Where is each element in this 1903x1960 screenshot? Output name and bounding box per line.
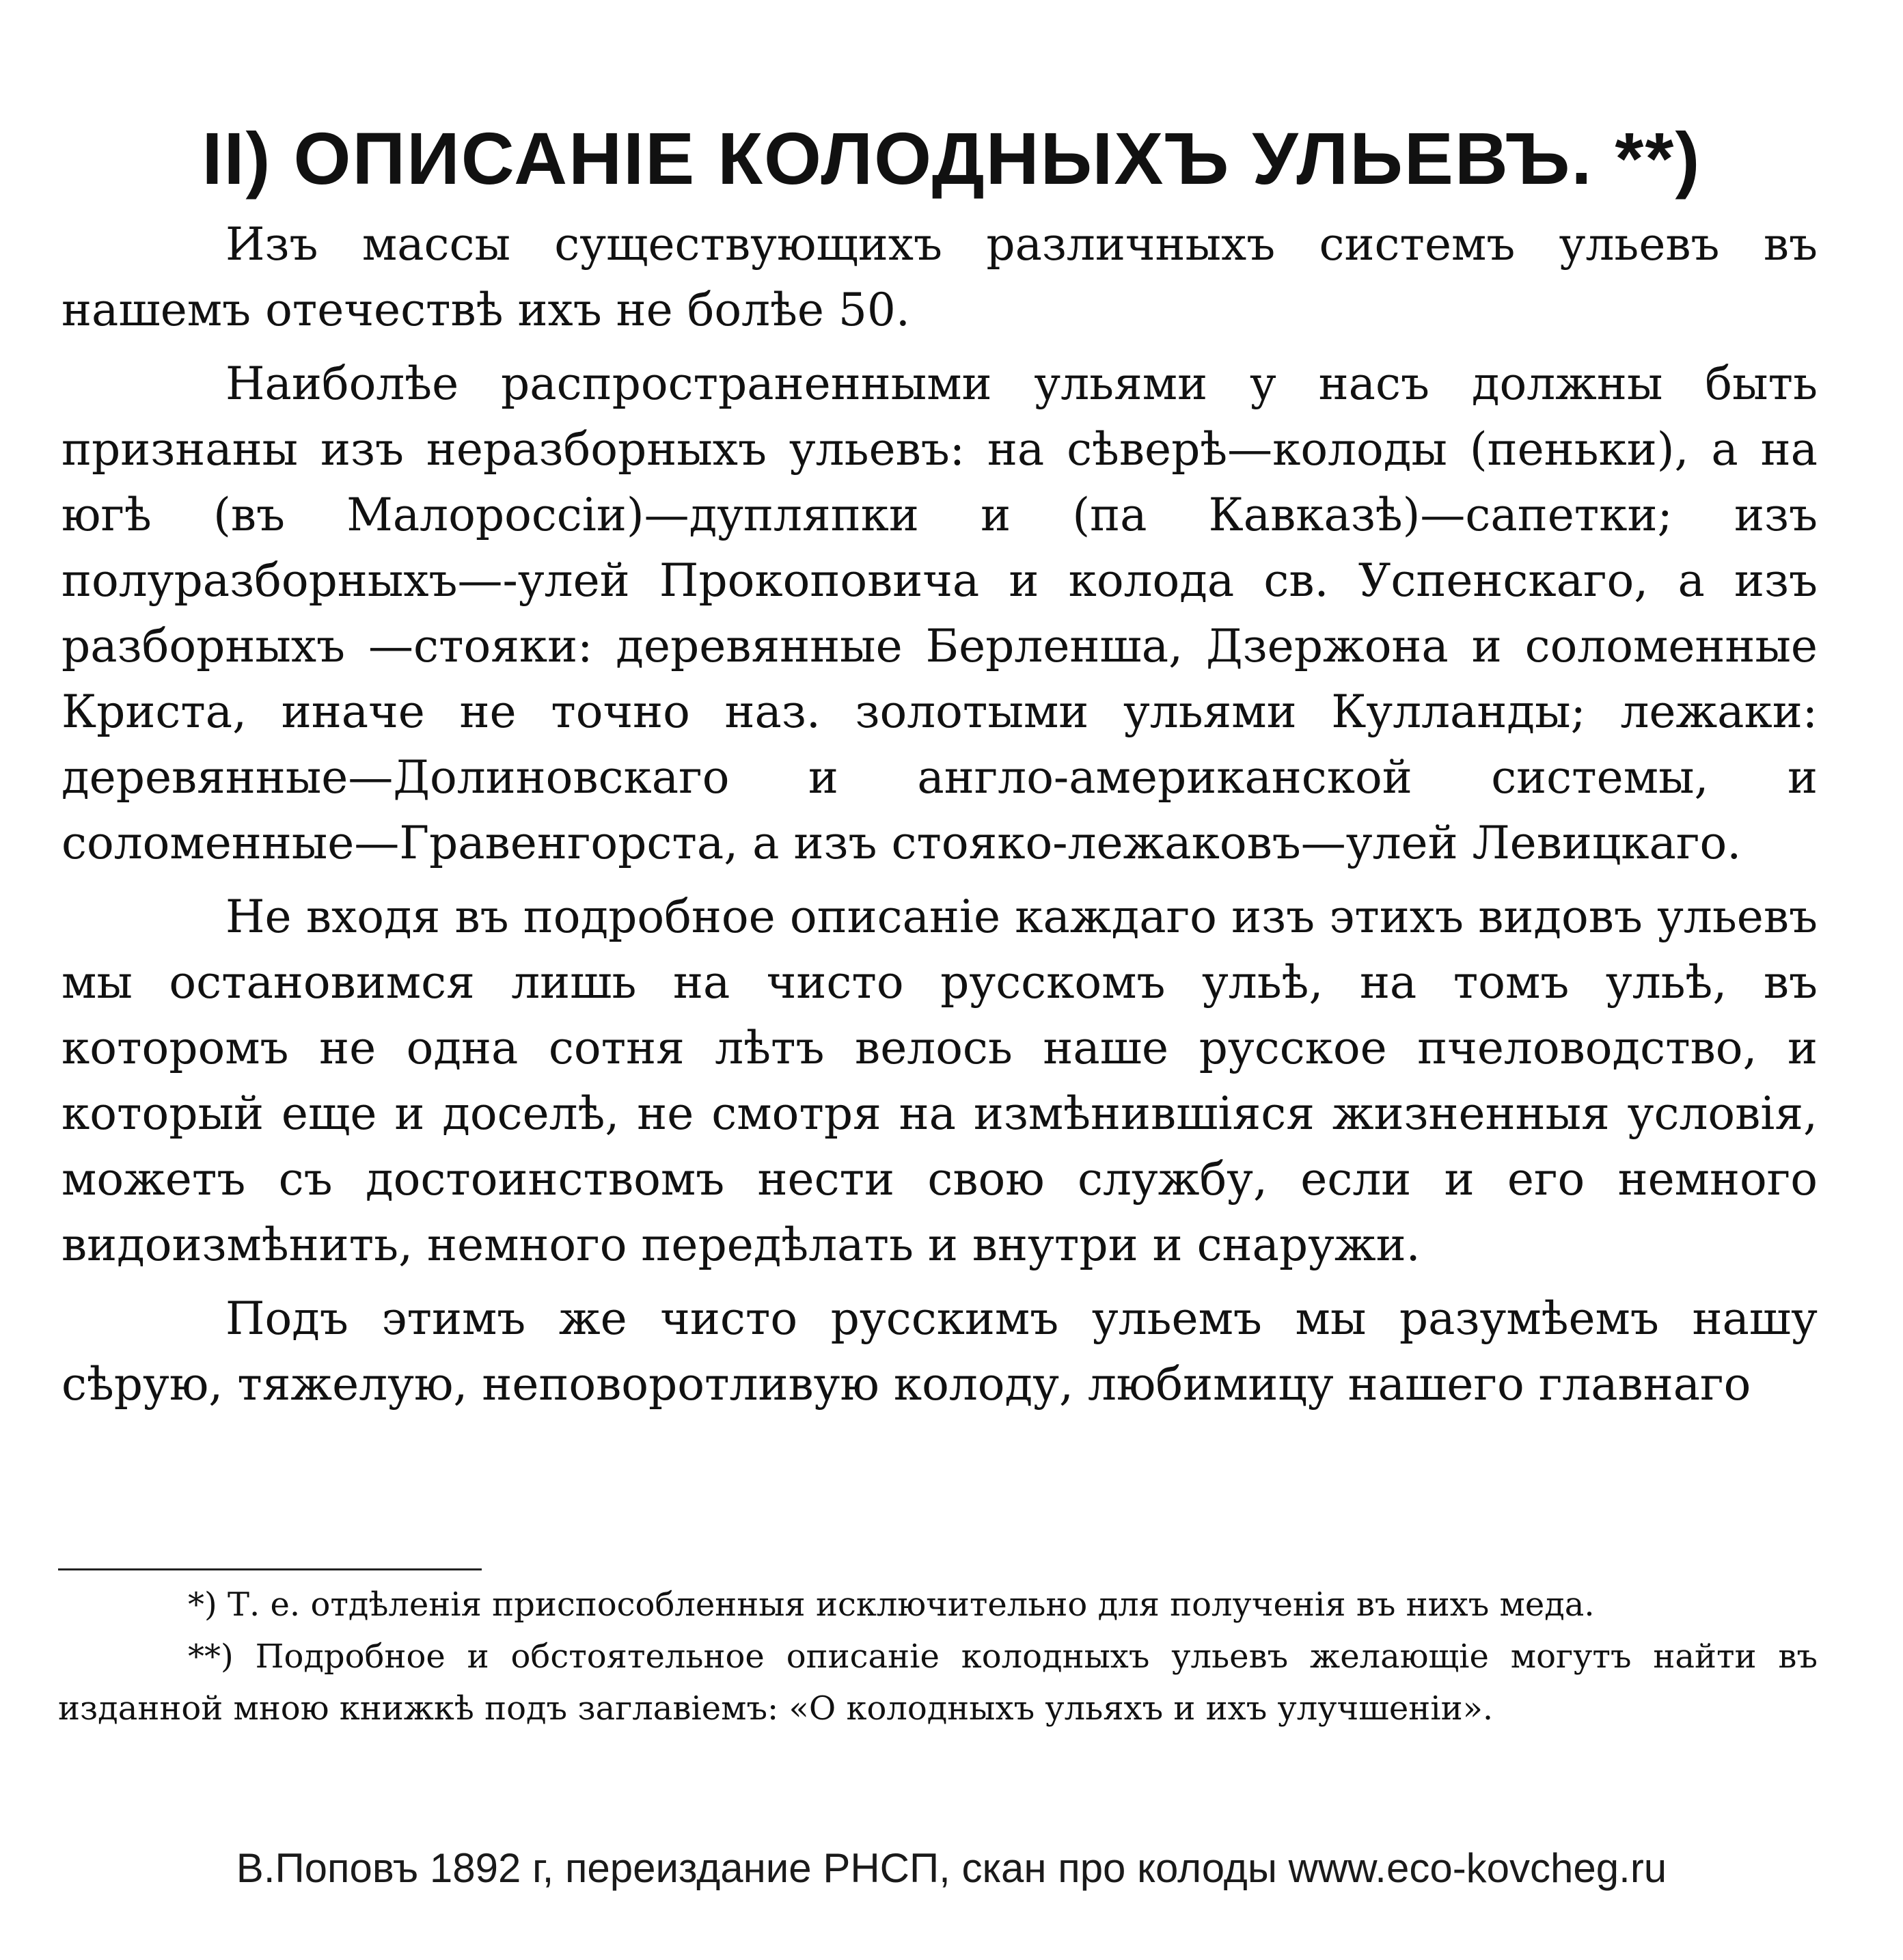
source-credit: В.Поповъ 1892 г, переиздание РНСП, скан про колоды www.eco-kovcheg.ru xyxy=(236,1845,1667,1891)
footnotes xyxy=(58,1579,1818,1734)
section-title: II) ОПИСАНІЕ КОЛОДНЫХЪ УЛЬЕВЪ. **) xyxy=(202,117,1701,200)
paragraph-4: Подъ этимъ же чисто русскимъ ульемъ мы разумѣемъ нашу сѣрую, тяжелую, неповоротливую колоду, любимицу нашего главнаго xyxy=(61,1292,1818,1411)
footnote-2: **) Подробное и обстоятельное описаніе колодныхъ ульевъ желающіе могутъ найти въ изданной мною книжкѣ подъ заглавіемъ: «О колодныхъ ульяхъ и ихъ улучшеніи». xyxy=(58,1637,1818,1728)
footnote-divider xyxy=(58,1568,482,1570)
footnote-1: *) Т. е. отдѣленія приспособленныя исключительно для полученія въ нихъ меда. xyxy=(188,1585,1595,1624)
paragraph-1: Изъ массы существующихъ различныхъ системъ ульевъ въ нашемъ отечествѣ ихъ не болѣе 50. xyxy=(61,218,1818,336)
body-text xyxy=(61,212,1818,1417)
paragraph-3: Не входя въ подробное описаніе каждаго изъ этихъ видовъ ульевъ мы остановимся лишь на чисто русскомъ ульѣ, на томъ ульѣ, въ которомъ не одна сотня лѣтъ велось наше русское пчеловодство, и который еще и доселѣ, не смотря на измѣнившіяся жизненныя условія, можетъ съ достоинствомъ нести свою службу, если и его немного видоизмѣнить, немного передѣлать и внутри и снаружи. xyxy=(61,890,1818,1271)
paragraph-2: Наиболѣе распространенными ульями у насъ должны быть признаны изъ неразборныхъ ульевъ: на сѣверѣ—колоды (пеньки), а на югѣ (въ Малороссіи)—дупляпки и (па Кавказѣ)—сапетки; изъ полуразборныхъ—-улей Прокоповича и колода св. Успенскаго, а изъ разборныхъ —стояки: деревянные Берленша, Дзержона и соломенные Криста, иначе не точно наз. золотыми ульями Кулланды; лежаки: деревянные—Долиновскаго и англо-американской системы, и соломенные—Гравенгорста, а изъ стояко-лежаковъ—улей Левицкаго. xyxy=(61,357,1818,869)
